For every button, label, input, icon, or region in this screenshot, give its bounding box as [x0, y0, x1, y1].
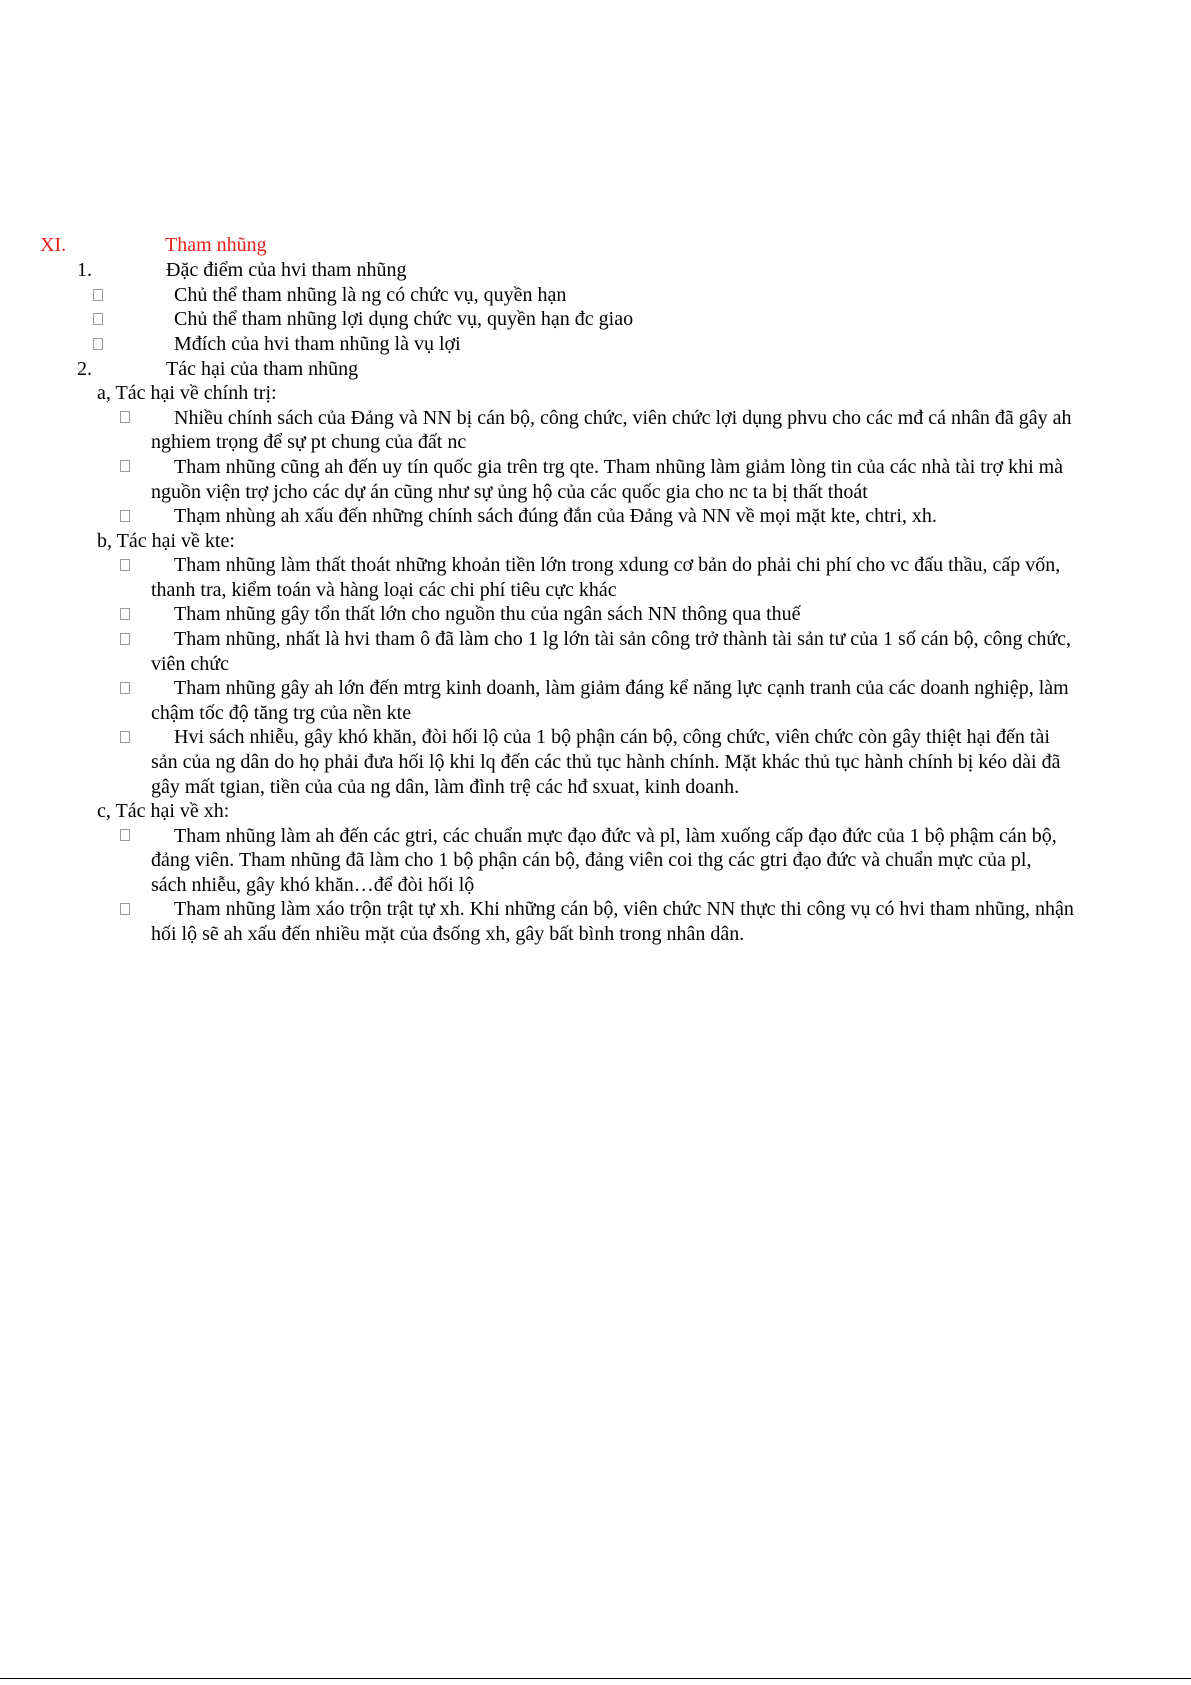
economy-bullet-1-line-2: thanh tra, kiểm toán và hàng loại các chi phí tiêu cực khác — [151, 579, 617, 601]
checkbox-bullet-icon — [120, 731, 130, 743]
politics-bullet-2-line-1: Tham nhũng cũng ah đến uy tín quốc gia trên trg qte. Tham nhũng làm giảm lòng tin của các nhà tài trợ khi mà — [174, 456, 1064, 478]
checkbox-bullet-icon — [120, 903, 130, 915]
economy-bullet-3-line-1: Tham nhũng, nhất là hvi tham ô đã làm cho 1 lg lớn tài sản công trở thành tài sản tư của 1 số cán bộ, công chức, — [174, 628, 1072, 650]
society-bullet-1-line-2: đảng viên. Tham nhũng đã làm cho 1 bộ phận cán bộ, đảng viên coi thg các gtri đạo đức và chuẩn mực của pl, — [151, 849, 1032, 871]
checkbox-bullet-icon — [120, 608, 130, 620]
checkbox-bullet-icon — [93, 289, 103, 301]
checkbox-bullet-icon — [120, 829, 130, 841]
footer-rule — [0, 1678, 1191, 1679]
politics-bullet-1-line-1: Nhiều chính sách của Đảng và NN bị cán bộ, công chức, viên chức lợi dụng phvu cho các mđ cá nhân đã gây ah — [174, 407, 1072, 429]
economy-bullet-4-line-1: Tham nhũng gây ah lớn đến mtrg kinh doanh, làm giảm đáng kể năng lực cạnh tranh của các doanh nghiệp, làm — [174, 677, 1069, 699]
economy-bullet-1-line-1: Tham nhũng làm thất thoát những khoản tiền lớn trong xdung cơ bản do phải chi phí cho vc đấu thầu, cấp vốn, — [174, 554, 1061, 576]
economy-bullet-5-line-3: gây mất tgian, tiền của của ng dân, làm đình trệ các hđ sxuat, kinh doanh. — [151, 776, 740, 798]
part2-number: 2. — [77, 358, 92, 380]
checkbox-bullet-icon — [93, 313, 103, 325]
part1-bullet-2: Chủ thể tham nhũng lợi dụng chức vụ, quyền hạn đc giao — [174, 308, 634, 330]
economy-bullet-3-line-2: viên chức — [151, 653, 230, 675]
part1-bullet-3: Mđích của hvi tham nhũng là vụ lợi — [174, 333, 461, 355]
economy-bullet-5-line-1: Hvi sách nhiễu, gây khó khăn, đòi hối lộ của 1 bộ phận cán bộ, công chức, viên chức còn gây thiệt hại đến tài — [174, 726, 1050, 748]
society-bullet-2-line-1: Tham nhũng làm xáo trộn trật tự xh. Khi những cán bộ, viên chức NN thực thi công vụ có hvi tham nhũng, nhận — [174, 898, 1074, 920]
politics-heading: a, Tác hại về chính trị: — [97, 382, 277, 404]
part1-bullet-1: Chủ thể tham nhũng là ng có chức vụ, quyền hạn — [174, 284, 567, 306]
checkbox-bullet-icon — [93, 338, 103, 350]
section-number: XI. — [40, 234, 67, 256]
part2-title: Tác hại của tham nhũng — [166, 358, 359, 380]
economy-heading: b, Tác hại về kte: — [97, 530, 235, 552]
part1-title: Đặc điểm của hvi tham nhũng — [166, 259, 407, 281]
economy-bullet-4-line-2: chậm tốc độ tăng trg của nền kte — [151, 702, 412, 724]
part1-number: 1. — [77, 259, 92, 281]
checkbox-bullet-icon — [120, 510, 130, 522]
economy-bullet-2-line-1: Tham nhũng gây tổn thất lớn cho nguồn thu của ngân sách NN thông qua thuế — [174, 603, 801, 625]
politics-bullet-2-line-2: nguồn viện trợ jcho các dự án cũng như sự ủng hộ của các quốc gia cho nc ta bị thất thoát — [151, 481, 868, 503]
checkbox-bullet-icon — [120, 460, 130, 472]
society-bullet-1-line-3: sách nhiễu, gây khó khăn…để đòi hối lộ — [151, 874, 475, 896]
checkbox-bullet-icon — [120, 411, 130, 423]
society-bullet-2-line-2: hối lộ sẽ ah xấu đến nhiều mặt của đsống xh, gây bất bình trong nhân dân. — [151, 923, 745, 945]
politics-bullet-3-line-1: Thạm nhùng ah xấu đến những chính sách đúng đắn của Đảng và NN về mọi mặt kte, chtri, xh. — [174, 505, 937, 527]
checkbox-bullet-icon — [120, 633, 130, 645]
society-heading: c, Tác hại về xh: — [97, 800, 230, 822]
checkbox-bullet-icon — [120, 682, 130, 694]
politics-bullet-1-line-2: nghiem trọng để sự pt chung của đất nc — [151, 431, 467, 453]
checkbox-bullet-icon — [120, 559, 130, 571]
economy-bullet-5-line-2: sản của ng dân do họ phải đưa hối lộ khi lq đến các thủ tục hành chính. Mặt khác thủ tục hành chính bị kéo dài đã — [151, 751, 1061, 773]
society-bullet-1-line-1: Tham nhũng làm ah đến các gtri, các chuẩn mực đạo đức và pl, làm xuống cấp đạo đức của 1 bộ phậm cán bộ, — [174, 825, 1057, 847]
section-title: Tham nhũng — [165, 234, 267, 256]
